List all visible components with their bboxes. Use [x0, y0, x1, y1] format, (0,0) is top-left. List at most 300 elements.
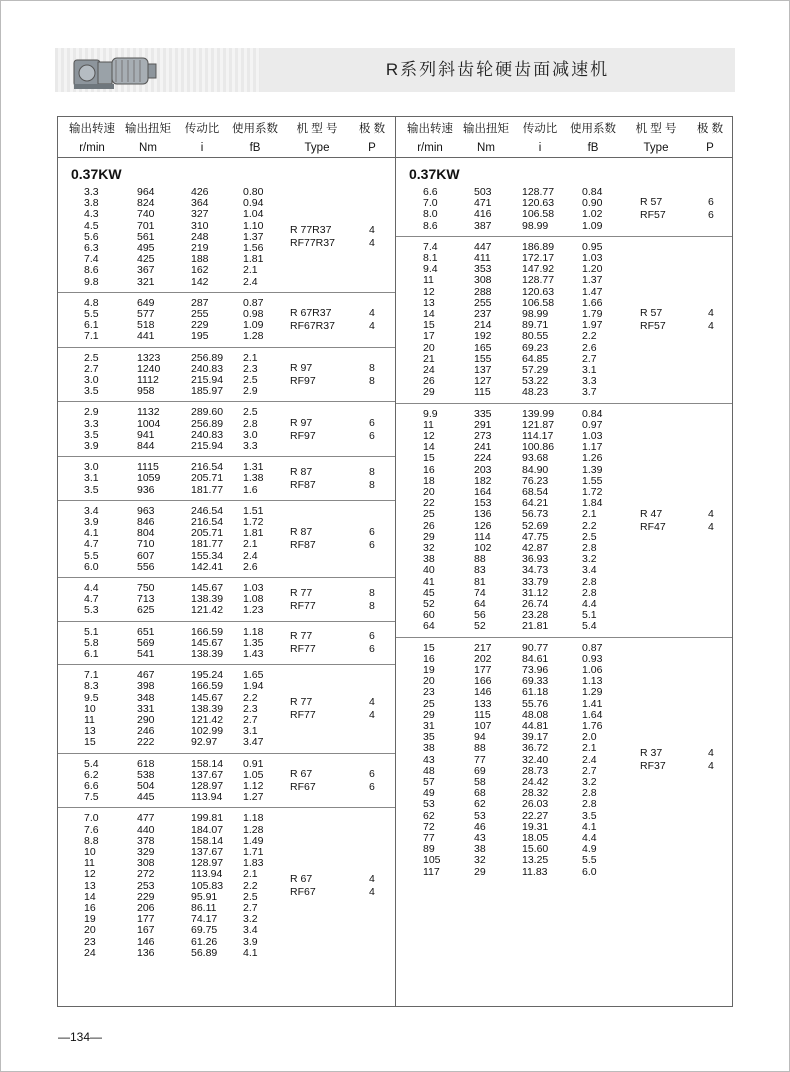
factor-cell: 1.03 — [582, 252, 603, 264]
torque-cell: 255 — [474, 296, 492, 309]
speed-cell: 20 — [423, 486, 435, 498]
speed-cell: 15 — [84, 736, 96, 749]
pole-unit: P — [706, 142, 714, 154]
ratio-cell: 256.89 — [191, 417, 224, 430]
torque-cell: 126 — [474, 519, 492, 532]
ratio-cell: 33.79 — [522, 575, 549, 588]
torque-cell: 192 — [474, 330, 492, 343]
speed-cell: 13 — [84, 725, 96, 738]
torque-cell: 253 — [137, 879, 155, 892]
speed-cell: 12 — [423, 430, 435, 442]
factor-cell: 2.3 — [243, 362, 258, 375]
ratio-cell: 68.54 — [522, 486, 549, 498]
speed-cell: 7.5 — [84, 791, 99, 804]
ratio-cell: 255 — [191, 308, 209, 320]
ratio-cell: 147.92 — [522, 263, 555, 276]
pole-cell: 8 — [369, 586, 375, 599]
ratio-unit: i — [200, 142, 204, 154]
factor-cell: 1.84 — [582, 497, 603, 510]
speed-cell: 31 — [423, 720, 435, 732]
torque-cell: 577 — [137, 308, 155, 320]
ratio-cell: 69.23 — [522, 341, 549, 354]
torque-cell: 94 — [474, 731, 486, 744]
pole-cell: 4 — [369, 886, 375, 899]
ratio-cell: 22.27 — [522, 809, 549, 822]
factor-cell: 0.87 — [243, 296, 264, 309]
ratio-cell: 215.94 — [191, 374, 224, 386]
factor-cell: 2.7 — [243, 714, 258, 726]
ratio-cell: 128.77 — [522, 186, 555, 198]
pole-cell: 4 — [369, 709, 375, 722]
factor-cell: 4.4 — [582, 832, 597, 844]
factor-cell: 1.49 — [243, 834, 264, 847]
pole-cell: 6 — [708, 196, 714, 209]
torque-cell: 114 — [474, 530, 491, 543]
ratio-unit: i — [538, 142, 542, 154]
torque-cell: 62 — [474, 798, 486, 811]
torque-cell: 146 — [474, 686, 492, 699]
model-type-cell: R 77 — [290, 630, 313, 643]
torque-cell: 165 — [474, 341, 492, 354]
ratio-cell: 184.07 — [191, 823, 224, 836]
factor-cell: 2.2 — [582, 519, 597, 532]
type-unit: Type — [643, 142, 669, 154]
factor-cell: 2.4 — [243, 275, 258, 288]
torque-cell: 237 — [474, 308, 492, 320]
speed-cell: 14 — [84, 890, 96, 903]
torque-cell: 52 — [474, 620, 486, 633]
torque-cell: 398 — [137, 680, 155, 693]
speed-cell: 3.9 — [84, 516, 99, 528]
torque-cell: 56 — [474, 609, 486, 622]
ratio-cell: 26.74 — [522, 598, 549, 610]
speed-cell: 20 — [423, 675, 435, 688]
ratio-cell: 106.58 — [522, 296, 555, 309]
ratio-cell: 32.40 — [522, 753, 549, 766]
speed-cell: 6.2 — [84, 768, 99, 781]
factor-cell: 2.1 — [243, 351, 258, 364]
speed-cell: 52 — [423, 598, 435, 610]
factor-cell: 5.1 — [582, 609, 597, 622]
torque-cell: 941 — [137, 428, 155, 441]
factor-cell: 2.5 — [582, 530, 597, 543]
ratio-cell: 64.85 — [522, 352, 549, 365]
factor-cell: 2.8 — [582, 798, 597, 811]
model-type-cell: R 57 — [640, 196, 663, 209]
torque-cell: 68 — [474, 787, 486, 800]
ratio-cell: 106.58 — [522, 208, 555, 221]
factor-cell: 5.5 — [582, 854, 597, 867]
ratio-cell: 47.75 — [522, 530, 549, 543]
ratio-cell: 48.08 — [522, 708, 549, 721]
factor-cell: 0.80 — [243, 186, 264, 198]
torque-cell: 495 — [137, 242, 155, 254]
speed-cell: 6.0 — [84, 560, 99, 573]
torque-cell: 518 — [137, 319, 155, 332]
factor-cell: 3.1 — [582, 364, 597, 376]
torque-cell: 701 — [137, 219, 155, 232]
speed-cell: 5.5 — [84, 549, 99, 562]
speed-cell: 22 — [423, 497, 435, 510]
model-type-cell: RF57 — [640, 320, 666, 333]
model-type-cell: RF47 — [640, 520, 666, 533]
speed-cell: 3.5 — [84, 483, 99, 496]
speed-cell: 29 — [423, 530, 435, 543]
speed-unit: r/min — [417, 142, 443, 154]
speed-cell: 62 — [423, 809, 435, 822]
torque-cell: 290 — [137, 714, 155, 726]
torque-cell: 936 — [137, 483, 155, 496]
speed-cell: 16 — [423, 652, 435, 665]
factor-header: 使用系数 — [570, 123, 616, 135]
ratio-cell: 26.03 — [522, 798, 549, 811]
ratio-cell: 113.94 — [191, 868, 223, 881]
speed-cell: 19 — [423, 664, 435, 676]
ratio-cell: 36.72 — [522, 742, 549, 755]
speed-cell: 5.5 — [84, 308, 99, 320]
speed-header: 输出转速 — [407, 123, 453, 135]
speed-cell: 3.0 — [84, 461, 99, 474]
factor-cell: 4.1 — [243, 946, 258, 959]
torque-cell: 556 — [137, 560, 155, 573]
torque-cell: 77 — [474, 753, 486, 766]
factor-cell: 1.09 — [582, 219, 603, 232]
factor-cell: 2.1 — [243, 868, 258, 881]
torque-cell: 46 — [474, 820, 486, 833]
factor-cell: 3.0 — [243, 428, 258, 441]
torque-cell: 88 — [474, 742, 486, 755]
ratio-cell: 52.69 — [522, 519, 549, 532]
torque-cell: 1240 — [137, 362, 161, 375]
group-divider — [396, 637, 732, 638]
torque-cell: 115 — [474, 386, 491, 399]
speed-cell: 4.4 — [84, 582, 99, 594]
torque-cell: 964 — [137, 186, 155, 198]
factor-cell: 2.5 — [243, 374, 258, 386]
ratio-cell: 36.93 — [522, 553, 549, 566]
factor-cell: 4.9 — [582, 843, 597, 856]
model-type-cell: R 97 — [290, 416, 313, 429]
speed-cell: 24 — [423, 364, 435, 376]
ratio-header: 传动比 — [522, 123, 558, 135]
ratio-cell: 364 — [191, 197, 209, 210]
torque-cell: 1004 — [137, 417, 161, 430]
torque-cell: 367 — [137, 264, 155, 277]
ratio-cell: 195.24 — [191, 669, 224, 682]
group-divider — [58, 621, 395, 622]
pole-unit: P — [368, 142, 376, 154]
ratio-cell: 113.94 — [191, 791, 223, 804]
speed-cell: 6.6 — [84, 780, 99, 792]
ratio-cell: 121.42 — [191, 604, 224, 617]
torque-cell: 83 — [474, 564, 486, 577]
ratio-cell: 310 — [191, 219, 209, 232]
torque-cell: 102 — [474, 542, 492, 554]
ratio-cell: 426 — [191, 186, 209, 198]
factor-cell: 1.47 — [582, 285, 603, 298]
torque-cell: 81 — [474, 575, 486, 588]
speed-cell: 3.9 — [84, 440, 99, 452]
ratio-cell: 166.59 — [191, 625, 224, 638]
pole-cell: 6 — [708, 209, 714, 222]
torque-cell: 425 — [137, 253, 155, 266]
torque-cell: 146 — [137, 935, 155, 948]
speed-cell: 13 — [423, 296, 435, 309]
factor-cell: 1.28 — [243, 823, 264, 836]
header-rule — [57, 157, 733, 158]
model-type-cell: R 77 — [290, 586, 313, 599]
factor-cell: 2.8 — [582, 542, 597, 554]
ratio-cell: 128.97 — [191, 857, 224, 870]
ratio-cell: 48.23 — [522, 386, 549, 399]
ratio-cell: 138.39 — [191, 593, 224, 606]
pole-cell: 8 — [369, 479, 375, 491]
torque-cell: 308 — [474, 274, 492, 287]
factor-cell: 1.12 — [243, 780, 264, 792]
torque-cell: 177 — [474, 664, 492, 676]
speed-cell: 25 — [423, 508, 435, 521]
ratio-cell: 90.77 — [522, 641, 549, 654]
ratio-cell: 69.33 — [522, 675, 549, 688]
speed-cell: 20 — [84, 924, 96, 937]
ratio-cell: 23.28 — [522, 609, 549, 622]
ratio-cell: 240.83 — [191, 362, 224, 375]
factor-header: 使用系数 — [232, 123, 278, 135]
factor-cell: 1.08 — [243, 593, 264, 606]
factor-cell: 1.55 — [582, 474, 603, 487]
speed-cell: 5.3 — [84, 604, 99, 617]
ratio-cell: 229 — [191, 319, 209, 332]
factor-cell: 0.91 — [243, 757, 264, 770]
ratio-cell: 42.87 — [522, 542, 549, 554]
type-header: 机 型 号 — [296, 123, 338, 135]
speed-cell: 29 — [423, 708, 435, 721]
speed-cell: 9.8 — [84, 275, 99, 288]
ratio-cell: 74.17 — [191, 913, 218, 926]
ratio-cell: 145.67 — [191, 636, 224, 649]
factor-cell: 1.35 — [243, 636, 264, 649]
type-unit: Type — [304, 142, 330, 154]
speed-cell: 5.6 — [84, 230, 99, 243]
torque-cell: 504 — [137, 780, 155, 792]
speed-header: 输出转速 — [69, 123, 115, 135]
group-divider — [58, 500, 395, 501]
factor-cell: 1.76 — [582, 720, 603, 732]
torque-cell: 64 — [474, 598, 486, 610]
factor-cell: 1.56 — [243, 242, 264, 254]
speed-cell: 21 — [423, 352, 435, 365]
torque-cell: 32 — [474, 854, 486, 867]
ratio-cell: 11.83 — [522, 865, 548, 878]
speed-cell: 6.6 — [423, 186, 438, 198]
torque-cell: 1112 — [137, 374, 159, 386]
torque-cell: 115 — [474, 708, 491, 721]
speed-cell: 6.1 — [84, 648, 99, 660]
torque-cell: 963 — [137, 504, 155, 517]
group-divider — [58, 401, 395, 402]
pole-header: 极 数 — [358, 123, 386, 135]
torque-cell: 107 — [474, 720, 492, 732]
pole-cell: 4 — [369, 224, 375, 237]
factor-cell: 1.81 — [243, 527, 264, 540]
factor-cell: 1.29 — [582, 686, 603, 699]
ratio-cell: 181.77 — [191, 483, 224, 496]
torque-cell: 202 — [474, 652, 492, 665]
factor-cell: 3.47 — [243, 736, 264, 749]
speed-cell: 4.8 — [84, 296, 99, 309]
model-type-cell: R 77 — [290, 696, 313, 709]
torque-cell: 503 — [474, 186, 492, 198]
ratio-cell: 80.55 — [522, 330, 549, 343]
torque-cell: 1115 — [137, 461, 159, 474]
ratio-cell: 256.89 — [191, 351, 224, 364]
torque-cell: 844 — [137, 440, 155, 452]
torque-cell: 164 — [474, 486, 492, 498]
model-type-cell: RF77 — [290, 643, 316, 656]
ratio-cell: 84.90 — [522, 463, 549, 476]
speed-cell: 8.3 — [84, 680, 99, 693]
speed-cell: 49 — [423, 787, 435, 800]
speed-cell: 2.9 — [84, 406, 99, 419]
ratio-cell: 28.32 — [522, 787, 549, 800]
speed-cell: 64 — [423, 620, 435, 633]
factor-cell: 1.64 — [582, 708, 603, 721]
ratio-cell: 98.99 — [522, 219, 549, 232]
model-type-cell: RF97 — [290, 375, 316, 387]
factor-cell: 1.02 — [582, 208, 603, 221]
speed-cell: 3.4 — [84, 504, 99, 517]
torque-cell: 538 — [137, 768, 155, 781]
pole-cell: 4 — [708, 760, 714, 773]
torque-cell: 335 — [474, 407, 492, 420]
speed-cell: 12 — [423, 285, 435, 298]
speed-cell: 7.6 — [84, 823, 99, 836]
factor-cell: 4.1 — [582, 820, 597, 833]
group-divider — [58, 807, 395, 808]
ratio-cell: 186.89 — [522, 240, 555, 253]
model-type-cell: RF97 — [290, 429, 316, 442]
factor-cell: 1.43 — [243, 648, 264, 660]
speed-cell: 11 — [84, 714, 95, 726]
speed-cell: 8.1 — [423, 252, 438, 264]
torque-cell: 203 — [474, 463, 492, 476]
factor-cell: 1.66 — [582, 296, 603, 309]
factor-cell: 3.5 — [582, 809, 597, 822]
speed-cell: 29 — [423, 386, 435, 399]
ratio-cell: 216.54 — [191, 516, 224, 528]
factor-cell: 1.81 — [243, 253, 264, 266]
factor-cell: 1.04 — [243, 208, 264, 221]
factor-cell: 1.79 — [582, 308, 603, 320]
factor-cell: 1.09 — [243, 319, 264, 332]
speed-cell: 5.4 — [84, 757, 99, 770]
ratio-cell: 34.73 — [522, 564, 549, 577]
ratio-cell: 166.59 — [191, 680, 224, 693]
speed-cell: 5.1 — [84, 625, 99, 638]
factor-cell: 2.1 — [582, 742, 597, 755]
torque-cell: 1059 — [137, 472, 161, 485]
speed-cell: 5.8 — [84, 636, 99, 649]
speed-cell: 3.5 — [84, 385, 99, 398]
factor-cell: 2.2 — [582, 330, 597, 343]
torque-cell: 38 — [474, 843, 486, 856]
torque-cell: 58 — [474, 776, 486, 788]
factor-cell: 2.9 — [243, 385, 258, 398]
group-divider — [58, 753, 395, 754]
factor-cell: 2.3 — [243, 702, 258, 715]
torque-cell: 229 — [137, 890, 155, 903]
factor-cell: 1.27 — [243, 791, 264, 804]
ratio-cell: 73.96 — [522, 664, 549, 676]
model-type-cell: R 67R37 — [290, 307, 332, 320]
factor-cell: 1.38 — [243, 472, 264, 485]
ratio-cell: 57.29 — [522, 364, 549, 376]
factor-cell: 1.18 — [243, 625, 264, 638]
torque-cell: 824 — [137, 197, 155, 210]
ratio-cell: 172.17 — [522, 252, 555, 264]
speed-cell: 41 — [423, 575, 435, 588]
factor-cell: 1.39 — [582, 463, 603, 476]
pole-cell: 4 — [708, 747, 714, 760]
speed-cell: 10 — [84, 702, 96, 715]
ratio-cell: 39.17 — [522, 731, 549, 744]
torque-cell: 167 — [137, 924, 155, 937]
torque-cell: 958 — [137, 385, 155, 398]
torque-cell: 348 — [137, 691, 155, 704]
torque-cell: 649 — [137, 296, 155, 309]
ratio-cell: 76.23 — [522, 474, 549, 487]
pole-cell: 6 — [369, 429, 375, 442]
torque-cell: 416 — [474, 208, 492, 221]
ratio-cell: 13.25 — [522, 854, 549, 867]
torque-cell: 153 — [474, 497, 492, 510]
factor-cell: 1.71 — [243, 846, 264, 858]
factor-cell: 4.4 — [582, 598, 597, 610]
ratio-cell: 188 — [191, 253, 209, 266]
torque-cell: 445 — [137, 791, 155, 804]
group-divider — [58, 664, 395, 665]
torque-header: 输出扭矩 — [125, 123, 171, 135]
speed-cell: 11 — [84, 857, 95, 870]
speed-cell: 4.7 — [84, 593, 99, 606]
factor-cell: 1.03 — [243, 582, 264, 594]
pole-cell: 6 — [369, 643, 375, 656]
pole-cell: 8 — [369, 362, 375, 374]
torque-cell: 29 — [474, 865, 486, 878]
model-type-cell: RF67R37 — [290, 320, 335, 333]
speed-cell: 2.7 — [84, 362, 99, 375]
pole-cell: 6 — [369, 539, 375, 552]
speed-cell: 9.5 — [84, 691, 99, 704]
model-type-cell: R 47 — [640, 507, 663, 520]
speed-cell: 2.5 — [84, 351, 99, 364]
speed-cell: 53 — [423, 798, 435, 811]
speed-cell: 9.4 — [423, 263, 438, 276]
ratio-cell: 128.97 — [191, 780, 224, 792]
ratio-cell: 24.42 — [522, 776, 549, 788]
ratio-cell: 142.41 — [191, 560, 224, 573]
factor-cell: 3.1 — [243, 725, 258, 738]
ratio-cell: 93.68 — [522, 452, 549, 465]
speed-unit: r/min — [79, 142, 105, 154]
speed-cell: 23 — [84, 935, 96, 948]
factor-cell: 1.37 — [582, 274, 603, 287]
speed-cell: 16 — [423, 463, 435, 476]
model-type-cell: R 67 — [290, 768, 313, 780]
ratio-cell: 248 — [191, 230, 209, 243]
factor-cell: 2.1 — [582, 508, 597, 521]
speed-cell: 117 — [423, 865, 440, 878]
